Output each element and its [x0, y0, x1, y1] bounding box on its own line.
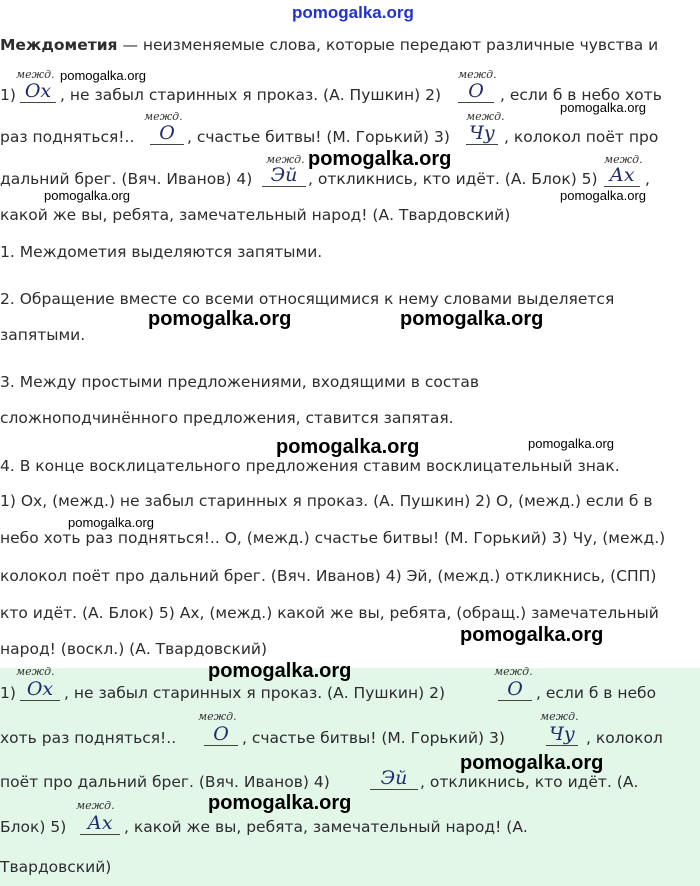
analysis-line: 1) Ох, (межд.) не забыл старинных я проказ. (А. Пушкин) 2) О, (межд.) если б в	[0, 492, 653, 510]
task-text: раз подняться!..	[0, 128, 135, 146]
watermark: pomogalka.org	[60, 68, 146, 83]
analysis-line: небо хоть раз подняться!.. О, (межд.) счастье битвы! (М. Горький) 3) Чу, (межд.)	[0, 529, 666, 547]
watermark: pomogalka.org	[208, 660, 352, 682]
task-text: , если б в небо хоть	[500, 86, 662, 104]
note-label: межд.	[494, 665, 533, 678]
analysis-line: народ! (воскл.) (А. Твардовский)	[0, 640, 268, 658]
answer-text: , если б в небо	[536, 684, 657, 702]
note-label: межд.	[466, 110, 505, 123]
rule-item: 2. Обращение вместе со всеми относящимися к нему словами выделяется	[0, 290, 615, 308]
handwritten-word: О	[498, 678, 532, 701]
task-text: , не забыл старинных я проказ. (А. Пушкин) 2)	[60, 86, 442, 104]
answer-text: , не забыл старинных я проказ. (А. Пушкин) 2)	[64, 684, 446, 702]
header-definition: — неизменяемые слова, которые передают различные чувства и	[117, 36, 659, 54]
watermark: pomogalka.org	[44, 188, 130, 203]
task-text: какой же вы, ребята, замечательный народ! (А. Твардовский)	[0, 206, 511, 224]
task-text: , откликнись, кто идёт. (А. Блок) 5)	[308, 170, 598, 188]
rule-item: 1. Междометия выделяются запятыми.	[0, 243, 323, 261]
watermark: pomogalka.org	[528, 436, 614, 451]
watermark: pomogalka.org	[400, 308, 544, 330]
handwritten-word: Ах	[604, 164, 640, 187]
note-label: межд.	[144, 110, 183, 123]
answer-text: , счастье битвы! (М. Горький) 3)	[242, 729, 505, 747]
answer-text: Твардовский)	[0, 858, 112, 876]
note-label: межд.	[76, 799, 115, 812]
rule-item: 3. Между простыми предложениями, входящими в состав	[0, 373, 480, 391]
handwritten-word: О	[150, 122, 184, 145]
task-text: 1)	[0, 86, 16, 104]
task-text: , счастье битвы! (М. Горький) 3)	[187, 128, 450, 146]
header-term: Междометия	[0, 36, 118, 54]
watermark: pomogalka.org	[460, 752, 604, 774]
handwritten-word: Эй	[370, 767, 418, 790]
answer-text: Блок) 5)	[0, 818, 67, 836]
handwritten-word: Ох	[20, 678, 60, 701]
handwritten-word: Ох	[20, 80, 56, 103]
task-text: , колокол поёт про	[504, 128, 659, 146]
note-label: межд.	[604, 153, 643, 166]
answer-text: хоть раз подняться!..	[0, 729, 177, 747]
note-label: межд.	[458, 68, 497, 81]
site-watermark-top: pomogalka.org	[292, 3, 414, 22]
note-label: межд.	[16, 665, 55, 678]
rule-item: запятыми.	[0, 326, 86, 344]
watermark: pomogalka.org	[560, 100, 646, 115]
handwritten-word: О	[458, 80, 494, 103]
note-label: межд.	[266, 153, 305, 166]
task-text: дальний брег. (Вяч. Иванов) 4)	[0, 170, 253, 188]
note-label: межд.	[198, 710, 237, 723]
watermark: pomogalka.org	[560, 188, 646, 203]
answer-text: 1)	[0, 684, 16, 702]
analysis-line: кто идёт. (А. Блок) 5) Ах, (межд.) какой же вы, ребята, (обращ.) замечательный	[0, 604, 659, 622]
answer-text: поёт про дальний брег. (Вяч. Иванов) 4)	[0, 773, 330, 791]
answer-text: , колокол	[586, 729, 663, 747]
task-text: ,	[645, 170, 650, 188]
rule-item: сложноподчинённого предложения, ставится запятая.	[0, 409, 454, 427]
watermark: pomogalka.org	[148, 308, 292, 330]
watermark: pomogalka.org	[208, 792, 352, 814]
handwritten-word: Ах	[80, 812, 120, 835]
watermark: pomogalka.org	[276, 436, 420, 458]
handwritten-word: Чу	[466, 122, 498, 145]
note-label: межд.	[540, 710, 579, 723]
header-line	[0, 36, 658, 54]
analysis-line: колокол поёт про дальний брег. (Вяч. Иванов) 4) Эй, (межд.) откликнись, (СПП)	[0, 567, 657, 585]
watermark: pomogalka.org	[308, 148, 452, 170]
answer-text: , какой же вы, ребята, замечательный народ! (А.	[124, 818, 528, 836]
handwritten-word: Чу	[546, 723, 578, 746]
watermark: pomogalka.org	[460, 624, 604, 646]
note-label: межд.	[16, 68, 55, 81]
answer-text: , откликнись, кто идёт. (А.	[420, 773, 639, 791]
handwritten-word: О	[204, 723, 238, 746]
handwritten-word: Эй	[262, 164, 306, 187]
watermark: pomogalka.org	[68, 515, 154, 530]
rule-item: 4. В конце восклицательного предложения ставим восклицательный знак.	[0, 457, 620, 475]
